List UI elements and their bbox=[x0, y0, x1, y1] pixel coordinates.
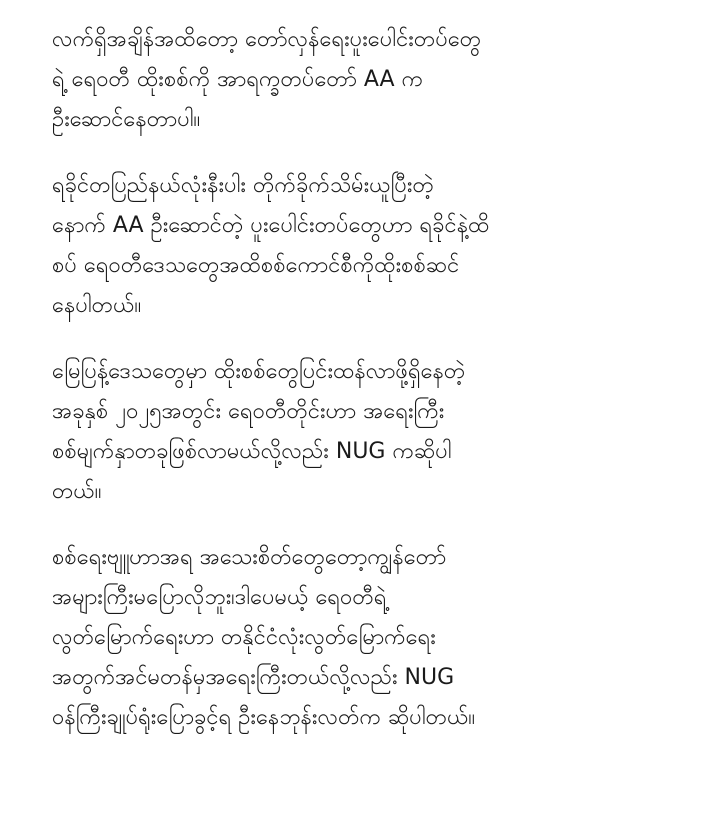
article-body bbox=[52, 20, 702, 764]
paragraph-4: စစ်ရေးဗျူဟာအရ အသေးစိတ်တွေတော့ကျွန်တော် အများကြီးမပြောလိုဘူး၊ဒါပေမယ့် ရေဝတီရဲ့ လွတ်မြောက်ရေးဟာ တနိုင်ငံလုံးလွတ်မြောက်ရေး အတွက်အင်မတန်မှအရေးကြီးတယ်လို့လည်း NUG ဝန်ကြီးချုပ်ရုံးပြောခွင့်ရ ဦးနေဘုန်းလတ်က ဆိုပါတယ်။ bbox=[52, 545, 476, 730]
paragraph-3: မြေပြန့်ဒေသတွေမှာ ထိုးစစ်တွေပြင်းထန်လာဖို့ရှိနေတဲ့ အခုနှစ် ၂၀၂၅အတွင်း ရေဝတီတိုင်းဟာ အရေးကြီး စစ်မျက်နှာတခုဖြစ်လာမယ်လို့လည်း NUG ကဆိုပါ တယ်။ bbox=[52, 359, 466, 504]
paragraph-1: လက်ရှိအချိန်အထိတော့ တော်လှန်ရေးပူးပေါင်းတပ်တွေ ရဲ့ ရေဝတီ ထိုးစစ်ကို အာရက္ခတပ်တော် AA က ဦးဆောင်နေတာပါ။ bbox=[52, 27, 482, 132]
paragraph-2: ရခိုင်တပြည်နယ်လုံးနီးပါး တိုက်ခိုက်သိမ်းယူပြီးတဲ့ နောက် AA ဦးဆောင်တဲ့ ပူးပေါင်းတပ်တွေဟာ ရခိုင်နဲ့ထိ စပ် ရေဝတီဒေသတွေအထိစစ်ကောင်စီကိုထိုးစစ်ဆင် နေပါတယ်။ bbox=[52, 173, 490, 318]
